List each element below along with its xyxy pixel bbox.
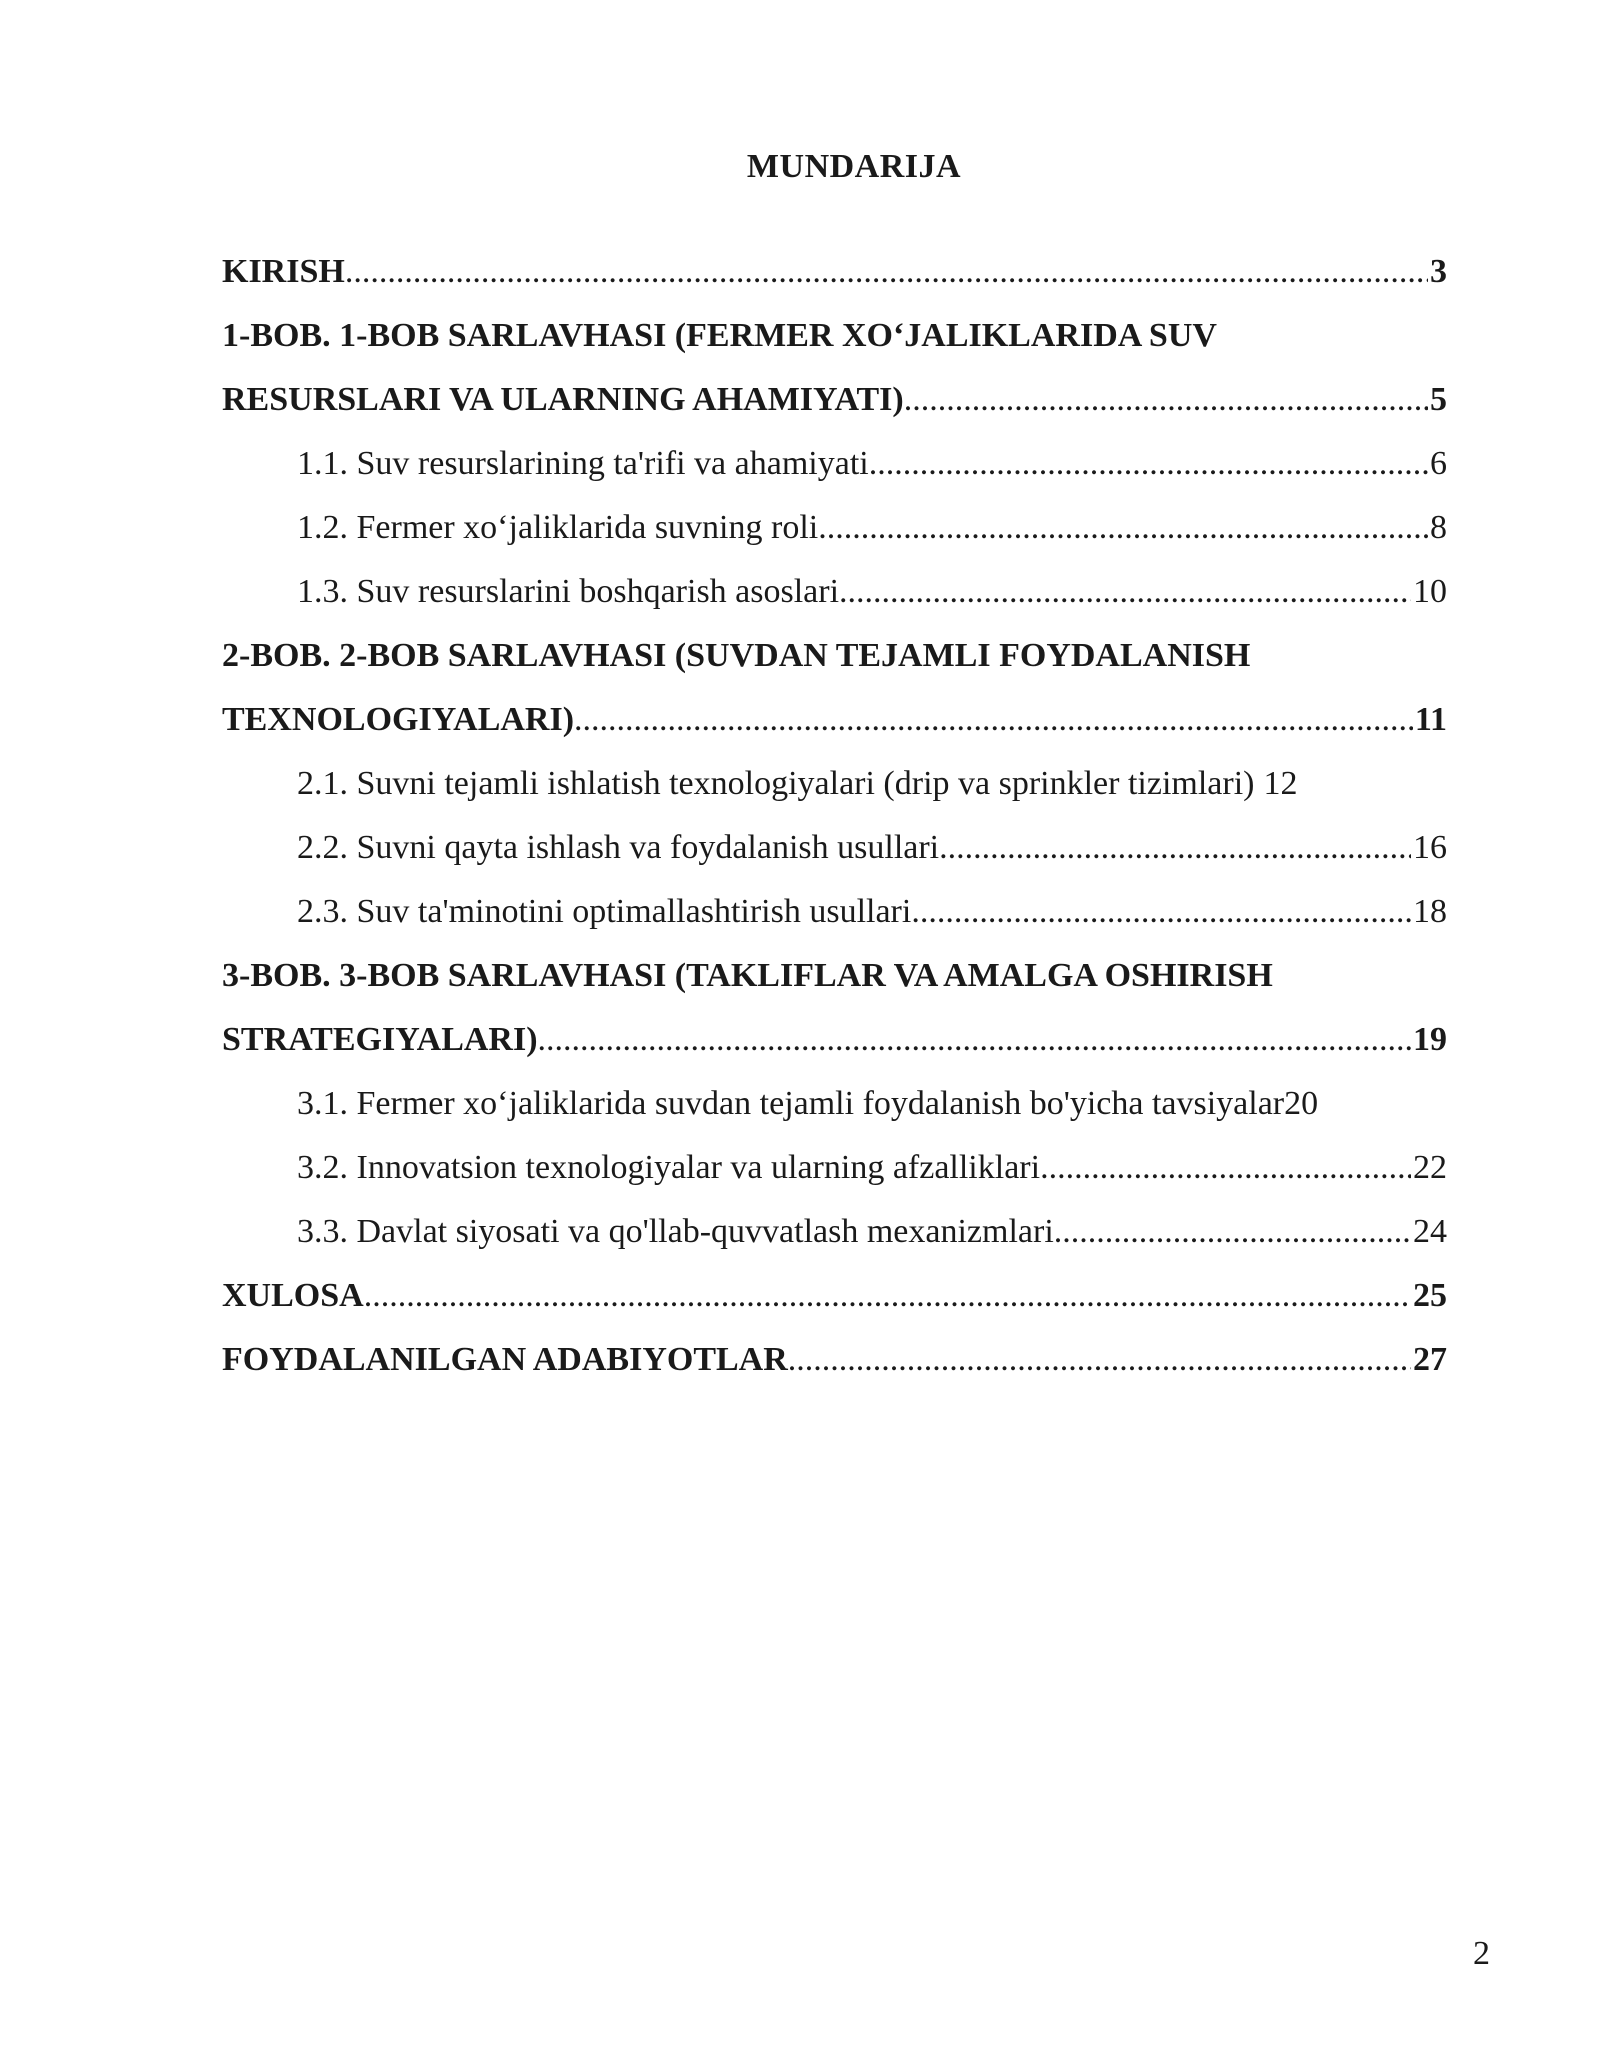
toc-page-number: 22: [1413, 1149, 1447, 1186]
toc-page-number: 25: [1413, 1277, 1447, 1314]
toc-entry-label: 3.2. Innovatsion texnologiyalar va ularning afzalliklari: [297, 1149, 1041, 1186]
toc-entry-label-line1: 3-BOB. 3-BOB SARLAVHASI (TAKLIFLAR VA AMALGA OSHIRISH: [222, 957, 1273, 994]
toc-entry-intro[interactable]: [222, 240, 1447, 304]
toc-entry-label-line1: 2-BOB. 2-BOB SARLAVHASI (SUVDAN TEJAMLI FOYDALANISH: [222, 637, 1251, 674]
toc-page-number: 16: [1413, 829, 1447, 866]
toc-entry-3-3[interactable]: [222, 1200, 1447, 1264]
toc-entry-label: FOYDALANILGAN ADABIYOTLAR: [222, 1341, 788, 1378]
toc-entry-label: XULOSA: [222, 1277, 364, 1314]
toc-page-number: 10: [1413, 573, 1447, 610]
toc-entry-label: 2.2. Suvni qayta ishlash va foydalanish usullari: [297, 829, 940, 866]
toc-page-number: 27: [1413, 1341, 1447, 1378]
toc-page-number: 12: [1263, 765, 1298, 802]
toc-entry-label: 3.3. Davlat siyosati va qo'llab-quvvatlash mexanizmlari: [297, 1213, 1054, 1250]
toc-page-number: 20: [1284, 1085, 1319, 1122]
toc-entry-chapter-1[interactable]: [222, 304, 1447, 432]
toc-entry-label-line2: STRATEGIYALARI): [222, 1021, 538, 1058]
dot-leader: [818, 496, 1428, 560]
toc-entry-2-2[interactable]: [222, 816, 1447, 880]
toc-page-number: 18: [1413, 893, 1447, 930]
dot-leader: [538, 1008, 1411, 1072]
dot-leader: [364, 1264, 1411, 1328]
toc-entry-2-1[interactable]: [222, 752, 1447, 816]
toc-page-number: 8: [1430, 509, 1447, 546]
dot-leader: [788, 1328, 1411, 1392]
dot-leader: [1040, 1136, 1411, 1200]
toc-entry-label: 1.3. Suv resurslarini boshqarish asoslari: [297, 573, 840, 610]
toc-entry-2-3[interactable]: [222, 880, 1447, 944]
dot-leader: [839, 560, 1411, 624]
toc-entry-1-1[interactable]: [222, 432, 1447, 496]
toc-entry-label: 2.3. Suv ta'minotini optimallashtirish usullari: [297, 893, 912, 930]
dot-leader: [869, 432, 1428, 496]
toc-entry-label: KIRISH: [222, 253, 345, 290]
toc-entry-1-3[interactable]: [222, 560, 1447, 624]
dot-leader: [1054, 1200, 1411, 1264]
toc-entry-label: 2.1. Suvni tejamli ishlatish texnologiyalari (drip va sprinkler tizimlari): [297, 765, 1255, 802]
dot-leader: [904, 368, 1428, 432]
toc-page-number: 5: [1430, 381, 1447, 418]
page-title: MUNDARIJA: [746, 148, 962, 185]
dot-leader: [911, 880, 1411, 944]
toc-entry-3-1[interactable]: [222, 1072, 1447, 1136]
toc-page-number: 24: [1413, 1213, 1447, 1250]
toc-entry-label: 3.1. Fermer xo‘jaliklarida suvdan tejamli foydalanish bo'yicha tavsiyalar: [297, 1085, 1285, 1122]
dot-leader: [345, 240, 1428, 304]
toc-entry-label-line2: RESURSLARI VA ULARNING AHAMIYATI): [222, 381, 904, 418]
toc-entry-chapter-2[interactable]: [222, 624, 1447, 752]
toc-entry-chapter-3[interactable]: [222, 944, 1447, 1072]
toc-entry-3-2[interactable]: [222, 1136, 1447, 1200]
toc-entry-references[interactable]: [222, 1328, 1447, 1392]
toc-entry-label: 1.2. Fermer xo‘jaliklarida suvning roli: [297, 509, 819, 546]
toc-entry-label-line2: TEXNOLOGIYALARI): [222, 701, 575, 738]
toc-page-number: 6: [1430, 445, 1447, 482]
toc-page-number: 11: [1414, 701, 1447, 738]
toc-entry-label-line1: 1-BOB. 1-BOB SARLAVHASI (FERMER XO‘JALIKLARIDA SUV: [222, 317, 1217, 354]
dot-leader: [574, 688, 1413, 752]
toc-entry-label: 1.1. Suv resurslarining ta'rifi va ahamiyati: [297, 445, 869, 482]
toc-page-number: 3: [1430, 253, 1447, 290]
toc-entry-1-2[interactable]: [222, 496, 1447, 560]
page-number: 2: [1473, 1935, 1490, 1972]
dot-leader: [939, 816, 1411, 880]
toc-entry-conclusion[interactable]: [222, 1264, 1447, 1328]
table-of-contents: [222, 240, 1447, 1392]
toc-page-number: 19: [1413, 1021, 1447, 1058]
